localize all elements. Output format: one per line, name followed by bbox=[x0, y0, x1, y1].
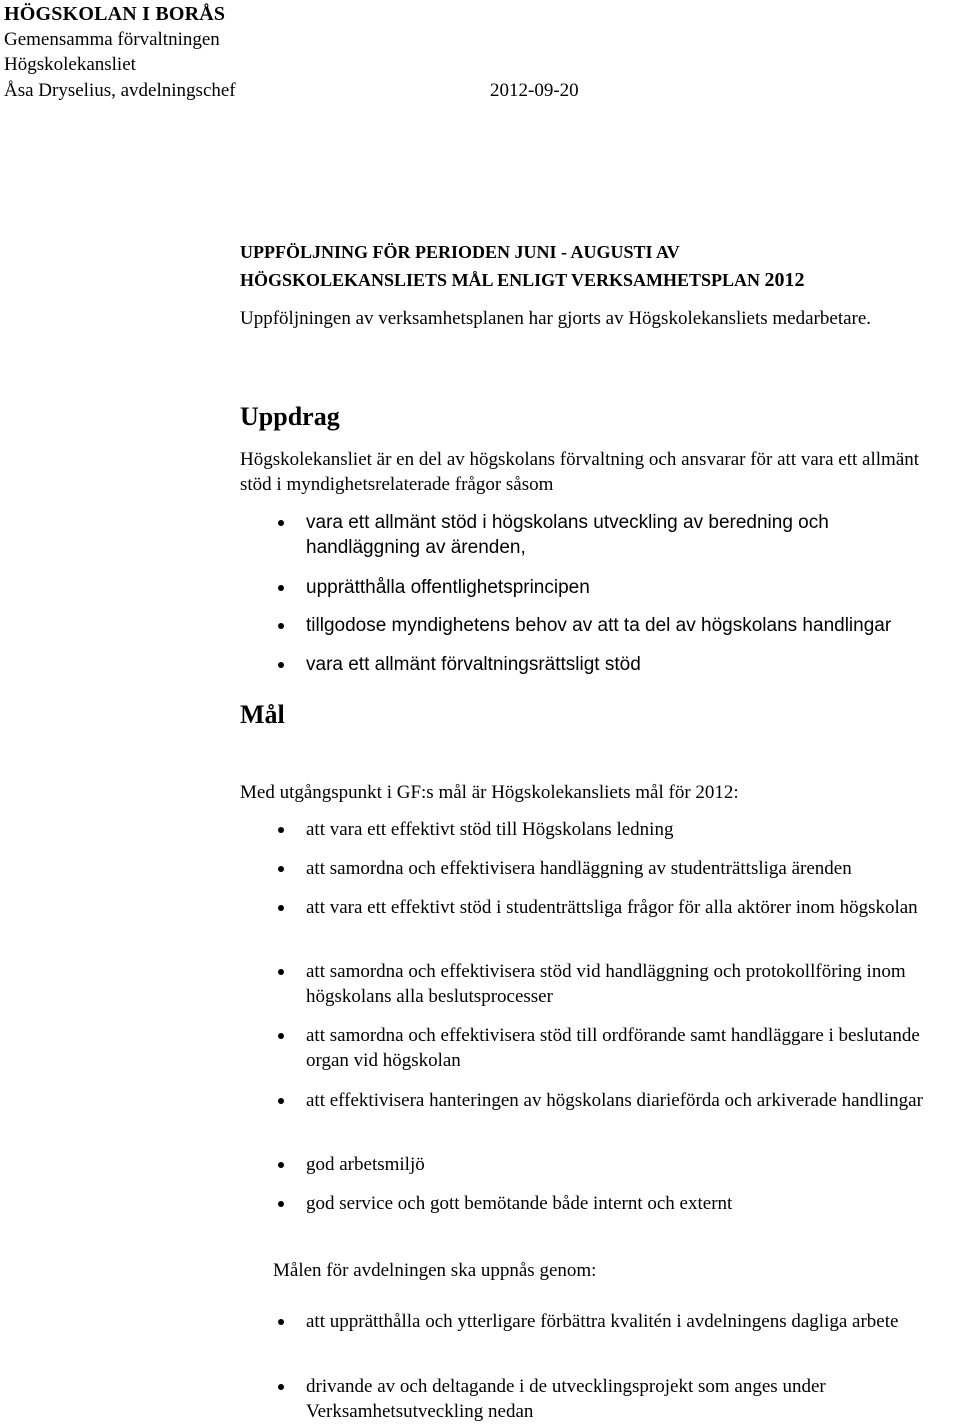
avdelning-paragraph: Målen för avdelningen ska uppnås genom: bbox=[273, 1260, 597, 1281]
bullet-icon bbox=[278, 827, 284, 833]
list-item: vara ett allmänt förvaltningsrättsligt stöd bbox=[306, 652, 926, 677]
heading-year: 2012 bbox=[764, 269, 805, 291]
list-item: att samordna och effektivisera handläggning av studenträttsliga ärenden bbox=[306, 856, 956, 881]
unit-name: Högskolekansliet bbox=[4, 54, 136, 75]
bullet-icon bbox=[278, 1201, 284, 1207]
organization-name: HÖGSKOLAN I BORÅS bbox=[4, 3, 226, 25]
uppdrag-paragraph: Högskolekansliet är en del av högskolans förvaltning och ansvarar för att vara ett allmänt stöd i myndighetsrelaterade frågor såsom bbox=[240, 449, 920, 495]
list-item: upprätthålla offentlighetsprincipen bbox=[306, 575, 926, 600]
bullet-icon bbox=[278, 1162, 284, 1168]
section-title-mal: Mål bbox=[240, 700, 285, 729]
author-name: Åsa Dryselius, avdelningschef bbox=[4, 80, 236, 101]
document-date: 2012-09-20 bbox=[490, 80, 579, 101]
heading-line-1: UPPFÖLJNING FÖR PERIODEN JUNI - AUGUSTI AV bbox=[240, 242, 680, 262]
bullet-icon bbox=[278, 1033, 284, 1039]
bullet-icon bbox=[278, 905, 284, 911]
bullet-icon bbox=[278, 866, 284, 872]
list-item: vara ett allmänt stöd i högskolans utveckling av beredning och handläggning av ärenden, bbox=[306, 510, 906, 560]
list-item: god service och gott bemötande både internt och externt bbox=[306, 1191, 936, 1216]
intro-paragraph: Uppföljningen av verksamhetsplanen har gjorts av Högskolekansliets medarbetare. bbox=[240, 308, 872, 329]
list-item: att samordna och effektivisera stöd vid handläggning och protokollföring inom högskolans alla beslutsprocesser bbox=[306, 959, 960, 1009]
heading-line-2-text: HÖGSKOLEKANSLIETS MÅL ENLIGT VERKSAMHETSPLAN bbox=[240, 270, 760, 290]
bullet-icon bbox=[278, 1384, 284, 1390]
bullet-icon bbox=[278, 1319, 284, 1325]
list-item: att vara ett effektivt stöd i studenträttsliga frågor för alla aktörer inom högskolan bbox=[306, 895, 936, 920]
mal-paragraph: Med utgångspunkt i GF:s mål är Högskolekansliets mål för 2012: bbox=[240, 782, 739, 803]
list-item: tillgodose myndighetens behov av att ta del av högskolans handlingar bbox=[306, 613, 946, 638]
bullet-icon bbox=[278, 662, 284, 668]
list-item: god arbetsmiljö bbox=[306, 1152, 936, 1177]
department-name: Gemensamma förvaltningen bbox=[4, 29, 220, 50]
bullet-icon bbox=[278, 585, 284, 591]
document-heading bbox=[240, 238, 940, 294]
bullet-icon bbox=[278, 1098, 284, 1104]
author-line bbox=[4, 78, 604, 103]
bullet-icon bbox=[278, 969, 284, 975]
list-item: drivande av och deltagande i de utvecklingsprojekt som anges under Verksamhetsutveckling nedan bbox=[306, 1374, 926, 1424]
list-item: att samordna och effektivisera stöd till ordförande samt handläggare i beslutande organ vid högskolan bbox=[306, 1023, 936, 1073]
heading-line-2 bbox=[240, 266, 940, 294]
list-item: att vara ett effektivt stöd till Högskolans ledning bbox=[306, 817, 956, 842]
list-item: att effektivisera hanteringen av högskolans diarieförda och arkiverade handlingar bbox=[306, 1088, 936, 1113]
bullet-icon bbox=[278, 623, 284, 629]
list-item: att upprätthålla och ytterligare förbättra kvalitén i avdelningens dagliga arbete bbox=[306, 1309, 946, 1334]
section-title-uppdrag: Uppdrag bbox=[240, 402, 340, 431]
bullet-icon bbox=[278, 520, 284, 526]
